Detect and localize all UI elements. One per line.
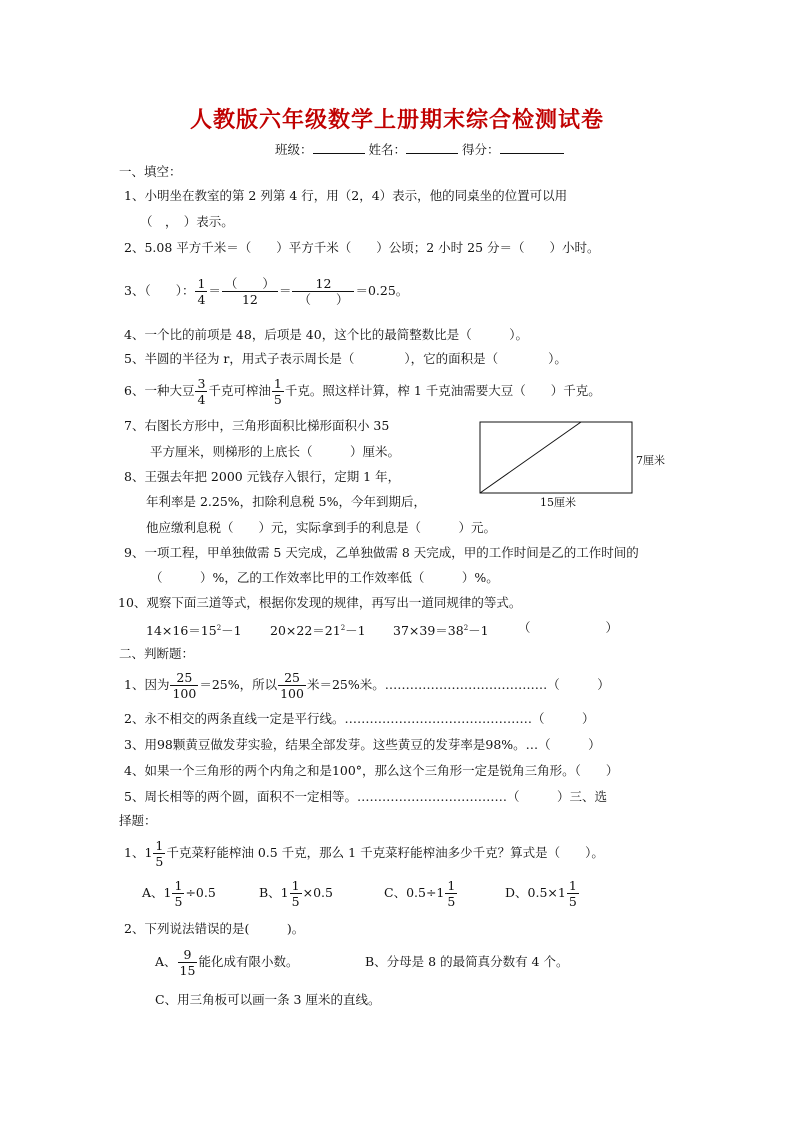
q1-10-line1: 10、观察下面三道等式，根据你发现的规律，再写出一道同规律的等式。 [118,595,522,610]
student-info-row [275,141,564,158]
class-label: 班级： [275,142,313,157]
q1-10-equation-1: $14\times 16=15^2-1$ [146,623,242,638]
q1-3-prefix: 3、（ ）： [124,283,195,298]
q3-2: 2、下列说法错误的是( )。 [124,921,305,936]
equals-sign: ＝ [278,283,292,298]
score-blank[interactable] [500,141,564,154]
q2-5: 5、周长相等的两个圆，面积不一定相等。………………………………（ ）三、选 [124,789,607,804]
q1-8-line3: 他应缴利息税（ ）元，实际拿到手的利息是（ ）元。 [146,520,497,535]
q3-2-option-c[interactable]: C、用三角板可以画一条 3 厘米的直线。 [155,992,381,1007]
section1-heading: 一、填空： [119,164,182,179]
q1-10-answer-blank[interactable]: （ ） [518,620,619,635]
q3-2-option-a[interactable]: A、 $\frac{9}{15}$ 能化成有限小数。 [155,947,299,978]
option-d-fraction: $\frac{1}{5}$ [568,878,577,909]
q3-2-option-b[interactable]: B、分母是 8 的最简真分数有 4 个。 [365,954,569,969]
q2-2: 2、永不相交的两条直线一定是平行线。………………………………………（ ） [124,711,595,726]
q1-10-equation-3: $37\times 39=38^2-1$ [393,623,489,638]
q1-3-suffix: ＝0.25。 [355,283,409,298]
q3-1-fraction: $\frac{1}{5}$ [155,838,164,869]
q1-9-line1: 9、一项工程，甲单独做需 5 天完成，乙单独做需 8 天完成，甲的工作时间是乙的工作时间的 [124,545,639,560]
q1-1-line1: 1、小明坐在教室的第 2 列第 4 行，用（2，4）表示，他的同桌坐的位置可以用 [124,188,568,203]
class-blank[interactable] [313,141,365,154]
q1-9-line2: （ ）%，乙的工作效率比甲的工作效率低（ ）%。 [150,570,499,585]
diagonal-line [480,422,581,493]
q1-5: 5、半圆的半径为 r，用式子表示周长是（ ），它的面积是（ ）。 [124,351,567,366]
q1-10-equation-2: $20\times 22=21^2-1$ [270,623,366,638]
q3-1-option-c[interactable]: C、0.5÷1 $\frac{1}{5}$ [384,878,456,909]
q1-6-fraction-1: $\frac{3}{4}$ [197,376,206,407]
q1-1-line2: （ ， ）表示。 [140,214,234,229]
q3-1-option-b[interactable]: B、1 $\frac{1}{5}$ ×0.5 [259,878,333,909]
q1-8-line1: 8、王强去年把 2000 元钱存入银行，定期 1 年， [124,469,401,484]
q1-3-fraction-3: $\frac{12}{( )}$ [292,276,354,307]
q2-4: 4、如果一个三角形的两个内角之和是100°，那么这个三角形一定是锐角三角形。（ ） [124,763,619,778]
q3-1-option-a[interactable]: A、1 $\frac{1}{5}$ ÷0.5 [142,878,216,909]
section3-heading-cont: 择题： [119,813,157,828]
q1-6-fraction-2: $\frac{1}{5}$ [273,376,282,407]
option-c-fraction: $\frac{1}{5}$ [447,878,456,909]
q1-4: 4、一个比的前项是 48，后项是 40，这个比的最简整数比是（ ）。 [124,327,528,342]
rectangle-outline [480,422,632,493]
q2-1-fraction-1: $\frac{25}{100}$ [172,670,197,701]
q1-2: 2、5.08 平方千米＝（ ）平方千米（ ）公顷；2 小时 25 分＝（ ）小时。 [124,240,600,255]
section2-heading: 二、判断题： [119,646,195,661]
q2-1: 1、因为 $\frac{25}{100}$ ＝25%，所以 $\frac{25}{100}$ 米＝25%米。…………………………………（ ） [124,670,610,701]
option-a-fraction-9-15: $\frac{9}{15}$ [179,947,196,978]
option-b-fraction: $\frac{1}{5}$ [291,878,300,909]
q1-3 [124,276,408,307]
q3-1: 1、1 $\frac{1}{5}$ 千克菜籽能榨油 0.5 千克，那么 1 千克菜籽能榨油多少千克？算式是（ ）。 [124,838,604,869]
name-blank[interactable] [406,141,458,154]
q1-8-line2: 年利率是 2.25%，扣除利息税 5%，今年到期后， [146,494,426,509]
option-a-fraction: $\frac{1}{5}$ [174,878,183,909]
name-label: 姓名： [368,142,407,157]
equals-sign: ＝ [208,283,221,298]
q1-7-line2: 平方厘米，则梯形的上底长（ ）厘米。 [150,444,401,459]
figure-width-label: 15厘米 [540,496,576,509]
q1-3-fraction-2: $\frac{( )}{12}$ [222,276,278,307]
q1-7-line1: 7、右图长方形中，三角形面积比梯形面积小 35 [124,418,390,433]
q1-6: 6、一种大豆 $\frac{3}{4}$ 千克可榨油 $\frac{1}{5}$ 千克。照这样计算，榨 1 千克油需要大豆（ ）千克。 [124,376,601,407]
page-title: 人教版六年级数学上册期末综合检测试卷 [189,107,604,133]
score-label: 得分： [462,142,500,157]
q1-3-fraction-1: $\frac{1}{4}$ [197,276,206,307]
q3-1-option-d[interactable]: D、0.5×1 $\frac{1}{5}$ [505,878,577,909]
q2-3: 3、用98颗黄豆做发芽实验，结果全部发芽。这些黄豆的发芽率是98%。…（ ） [124,737,601,752]
q2-1-fraction-2: $\frac{25}{100}$ [280,670,304,701]
figure-height-label: 7厘米 [636,454,665,467]
